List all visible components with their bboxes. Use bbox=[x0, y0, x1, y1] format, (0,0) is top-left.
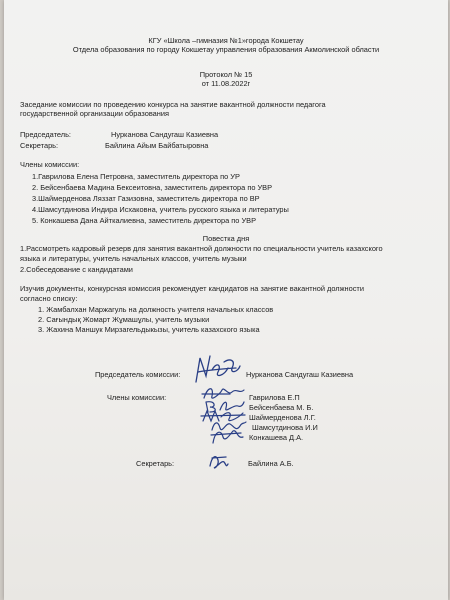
subject-line-1: Заседание комиссии по проведению конкурса на занятие вакантной должности педагога bbox=[20, 100, 326, 109]
member-signature-5 bbox=[207, 427, 247, 445]
protocol-document bbox=[4, 0, 448, 600]
member-item: 3.Шаймерденова Ляззат Газизовна, заместитель директора по ВР bbox=[32, 194, 260, 203]
chair-signature bbox=[190, 352, 242, 386]
protocol-number: Протокол № 15 bbox=[199, 70, 253, 79]
sign-member-name: Шаймерденова Л.Г. bbox=[249, 413, 316, 422]
subject-line-2: государственной организации образования bbox=[20, 109, 169, 118]
sign-chair-label: Председатель комиссии: bbox=[95, 370, 181, 379]
secretary-name: Байлина Айым Байбатыровна bbox=[105, 141, 209, 150]
agenda-line-2: языка и литературы, учитель начальных классов, учитель музыки bbox=[20, 254, 247, 263]
candidate-item: 2. Сағындық Жомарт Жұмашұлы, учитель музыки bbox=[38, 315, 210, 324]
sign-member-name: Конкашева Д.А. bbox=[249, 433, 304, 442]
decision-line-1: Изучив документы, конкурсная комиссия рекомендует кандидатов на занятие вакантной должности bbox=[20, 284, 364, 293]
sign-member-name: Бейсенбаева М. Б. bbox=[249, 403, 314, 412]
member-item: 1.Гаврилова Елена Петровна, заместитель директора по УР bbox=[32, 172, 240, 181]
sign-secretary-name: Байлина А.Б. bbox=[248, 459, 294, 468]
protocol-date: от 11.08.2022г bbox=[201, 79, 251, 88]
chair-name: Нурканова Сандугаш Казиевна bbox=[111, 130, 219, 139]
member-item: 5. Конкашева Дана Айткалиевна, заместитель директора по УВР bbox=[32, 216, 257, 225]
candidate-item: 1. Жамбалхан Маржагуль на должность учителя начальных классов bbox=[38, 305, 274, 314]
sign-member-name: Шамсутдинова И.И bbox=[252, 423, 318, 432]
sign-member-name: Гаврилова Е.П bbox=[249, 393, 300, 402]
member-item: 4.Шамсутдинова Индира Исхаковна, учитель русского языка и литературы bbox=[32, 205, 289, 214]
agenda-line-3: 2.Собеседование с кандидатами bbox=[20, 265, 133, 274]
decision-line-2: согласно списку: bbox=[20, 294, 78, 303]
agenda-heading: Повестка дня bbox=[202, 234, 250, 243]
org-line-2: Отдела образования по городу Кокшетау управления образования Акмолинской области bbox=[72, 45, 380, 54]
org-line-1: КГУ «Школа –гимназия №1»города Кокшетау bbox=[148, 36, 304, 45]
sign-members-label: Члены комиссии: bbox=[107, 393, 167, 402]
chair-label: Председатель: bbox=[20, 130, 71, 139]
candidate-item: 3. Жахина Маншук Мирзагельдыкызы, учитель казахского языка bbox=[38, 325, 260, 334]
sign-chair-name: Нурканова Сандугаш Казиевна bbox=[246, 370, 354, 379]
secretary-label: Секретарь: bbox=[20, 141, 59, 150]
secretary-signature bbox=[206, 450, 232, 472]
members-heading: Члены комиссии: bbox=[20, 160, 80, 169]
sign-secretary-label: Секретарь: bbox=[136, 459, 175, 468]
member-item: 2. Бейсенбаева Мадина Бексеитовна, заместитель директора по УВР bbox=[32, 183, 273, 192]
agenda-line-1: 1.Рассмотреть кадровый резерв для занятия вакантной должности по специальности учитель казахского bbox=[20, 244, 383, 253]
